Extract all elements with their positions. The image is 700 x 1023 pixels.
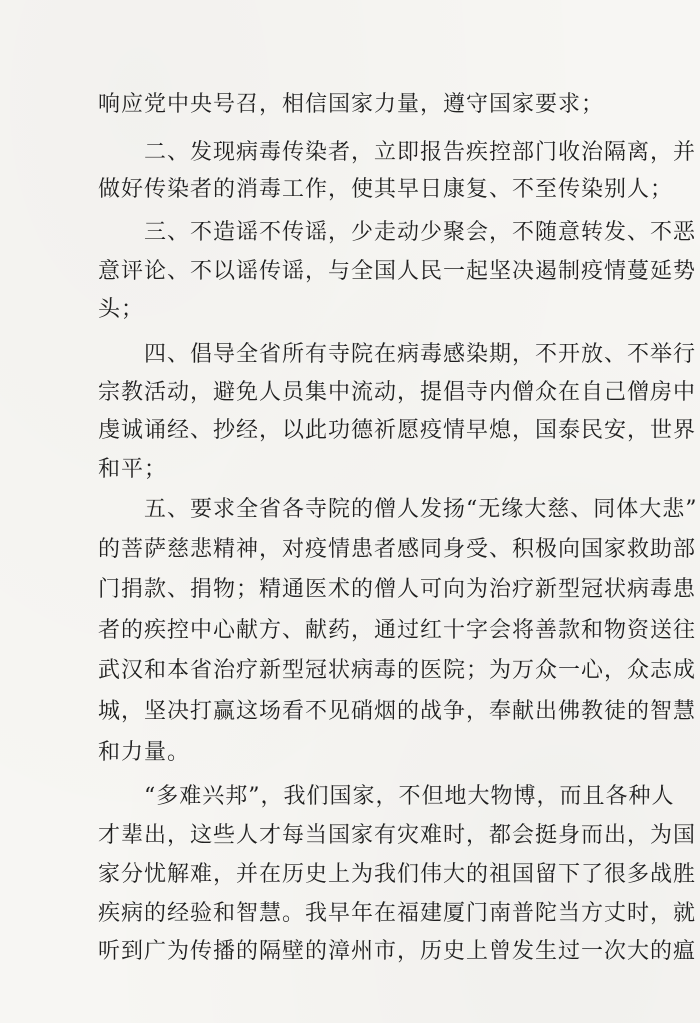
text-line-22: 听到广为传播的隔壁的漳州市，历史上曾发生过一次大的瘟 [98,939,697,964]
text-line-18: “多难兴邦”，我们国家，不但地大物博，而且各种人 [144,784,675,809]
text-line-4: 三、不造谣不传谣，少走动少聚会，不随意转发、不恶 [144,220,697,245]
text-line-8: 宗教活动，避免人员集中流动，提倡寺内僧众在自己僧房中 [98,380,697,405]
text-line-5: 意评论、不以谣传谣，与全国人民一起坚决遏制疫情蔓延势 [98,259,697,284]
text-line-12: 的菩萨慈悲精神，对疫情患者感同身受、积极向国家救助部 [98,537,697,562]
text-line-1: 响应党中央号召，相信国家力量，遵守国家要求； [98,92,605,117]
text-line-14: 者的疾控中心献方、献药，通过红十字会将善款和物资送往 [98,618,697,643]
text-line-20: 家分忧解难，并在历史上为我们伟大的祖国留下了很多战胜 [98,862,697,887]
text-line-7: 四、倡导全省所有寺院在病毒感染期，不开放、不举行 [144,342,697,367]
text-line-2: 二、发现病毒传染者，立即报告疾控部门收治隔离，并 [144,140,697,165]
text-line-21: 疾病的经验和智慧。我早年在福建厦门南普陀当方丈时，就 [98,901,697,926]
text-line-9: 虔诚诵经、抄经，以此功德祈愿疫情早熄，国泰民安，世界 [98,418,697,443]
text-line-10: 和平； [98,457,168,482]
text-line-19: 才辈出，这些人才每当国家有灾难时，都会挺身而出，为国 [98,823,697,848]
text-line-17: 和力量。 [98,740,191,765]
text-line-15: 武汉和本省治疗新型冠状病毒的医院；为万众一心，众志成 [98,658,697,683]
text-line-3: 做好传染者的消毒工作，使其早日康复、不至传染别人； [98,177,674,202]
text-line-11: 五、要求全省各寺院的僧人发扬“无缘大慈、同体大悲” [144,497,698,522]
text-line-16: 城，坚决打赢这场看不见硝烟的战争，奉献出佛教徒的智慧 [98,699,697,724]
text-line-13: 门捐款、捐物；精通医术的僧人可向为治疗新型冠状病毒患 [98,577,697,602]
text-line-6: 头； [98,297,145,322]
